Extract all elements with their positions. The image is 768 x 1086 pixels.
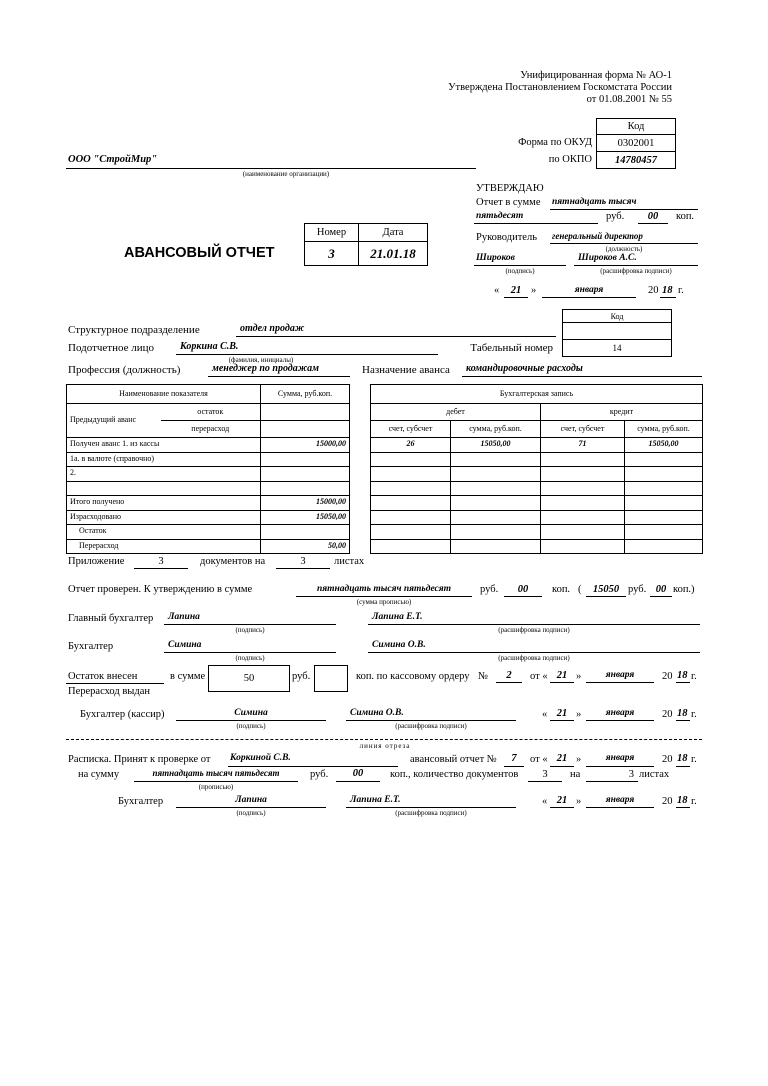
checked-kop2-value: 00: [655, 584, 667, 595]
tab-number-value: 14: [562, 339, 672, 357]
receipt-rub-label: руб.: [310, 769, 329, 780]
cash-month-underline: [586, 682, 654, 683]
receipt-accountant-decoding-caption: (расшифровка подписи): [395, 809, 467, 817]
approve-date-quote-close: »: [531, 285, 537, 296]
row-3-label: [67, 481, 261, 496]
receipt-year-suffix-2: г.: [691, 796, 697, 807]
cashier-month: января: [605, 708, 635, 718]
entry-cell: [625, 525, 703, 540]
head-signature-caption: (подпись): [505, 267, 535, 275]
entry-cell: [541, 525, 625, 540]
person-underline: [176, 354, 438, 355]
received-label: Получен аванс 1. из кассы: [67, 438, 261, 453]
chief-decoding-underline: [368, 624, 700, 625]
prev-remainder-value: [261, 404, 350, 421]
document-title: АВАНСОВЫЙ ОТЧЕТ: [124, 245, 275, 261]
approve-year-underline: [660, 297, 676, 298]
attachment-sheets: 3: [300, 556, 306, 567]
approve-month: января: [574, 285, 604, 295]
profession-value: менеджер по продажам: [212, 363, 320, 374]
approve-sum-underline-1: [550, 209, 698, 210]
accountant-decoding: Симина О.В.: [372, 640, 426, 650]
purpose-underline: [462, 376, 702, 377]
entry-cell: [451, 481, 541, 496]
receipt-report-label: авансовый отчет №: [410, 754, 497, 765]
checked-paren-open: (: [578, 584, 582, 595]
receipt-year-underline: [676, 766, 690, 767]
attachment-count: 3: [158, 556, 164, 567]
cashier-quote-open: «: [542, 709, 548, 720]
organization-caption: (наименование организации): [242, 170, 330, 178]
head-position-caption: (должность): [605, 245, 643, 253]
cash-rub-label: руб.: [292, 671, 311, 682]
advance-indicators-table: [66, 384, 350, 554]
head-position: генеральный директор: [552, 231, 643, 241]
approve-sum-words-2: пятьдесят: [476, 211, 524, 221]
checked-rub2-label: руб.: [628, 584, 647, 595]
receipt-month-underline: [586, 766, 654, 767]
credit-amount-header: сумма, руб.коп.: [625, 421, 703, 438]
receipt-day-2: 21: [556, 795, 568, 806]
approve-sum-words-1: пятнадцать тысяч: [552, 197, 637, 207]
head-position-underline: [550, 243, 698, 244]
spent-label: Израсходовано: [67, 510, 261, 525]
receipt-on-label: на: [570, 769, 581, 780]
approve-kop-value: 00: [647, 211, 659, 222]
debit-account-value: 26: [371, 438, 451, 453]
head-label: Руководитель: [476, 232, 537, 243]
receipt-kop-docs-label: коп., количество документов: [390, 769, 519, 780]
cashier-decoding: Симина О.В.: [350, 708, 404, 718]
col-sum-header: Сумма, руб.коп.: [261, 385, 350, 404]
doc-number-header: Номер: [304, 223, 359, 242]
cash-order-number-underline: [496, 682, 522, 683]
entry-cell: [371, 539, 451, 554]
receipt-day-2-underline: [550, 807, 574, 808]
tab-number-label: Табельный номер: [470, 342, 553, 354]
cash-year-underline: [676, 682, 690, 683]
chief-signature-caption: (подпись): [235, 626, 265, 634]
purpose-label: Назначение аванса: [362, 364, 450, 376]
accountant-signature-underline: [164, 652, 336, 653]
cut-line-label: линия отреза: [359, 742, 411, 750]
cash-month: января: [605, 670, 635, 680]
accountant-signature-caption: (подпись): [235, 654, 265, 662]
accountant-decoding-caption: (расшифровка подписи): [498, 654, 570, 662]
cashier-day: 21: [556, 708, 568, 719]
chief-label: Главный бухгалтер: [68, 613, 154, 624]
receipt-docs-underline: [528, 781, 562, 782]
approve-day: 21: [510, 285, 522, 296]
profession-label: Профессия (должность): [68, 364, 181, 376]
attachment-docs-label: документов на: [200, 556, 266, 567]
receipt-sum-underline: [134, 781, 298, 782]
receipt-sheets-underline: [586, 781, 638, 782]
doc-number-value: 3: [304, 241, 359, 266]
cashier-year-prefix: 20: [662, 709, 673, 720]
cash-order-number: 2: [506, 670, 512, 681]
receipt-label: Расписка. Принят к проверке от: [68, 754, 211, 765]
entry-cell: [625, 539, 703, 554]
receipt-from-underline: [228, 766, 398, 767]
receipt-kop-underline: [336, 781, 380, 782]
approve-day-underline: [504, 297, 528, 298]
currency-label: 1а. в валюте (справочно): [67, 452, 261, 467]
overrun-label: Перерасход: [67, 539, 261, 554]
chief-signature-underline: [164, 624, 336, 625]
chief-signature: Лапина: [168, 612, 200, 622]
cashier-day-underline: [550, 720, 574, 721]
checked-amount: 15050: [592, 584, 620, 595]
receipt-docs: 3: [542, 769, 548, 780]
entry-cell: [625, 510, 703, 525]
okud-label: Форма по ОКУД: [518, 137, 592, 148]
approve-title: УТВЕРЖДАЮ: [476, 183, 544, 194]
head-signature: Широков: [476, 253, 515, 263]
debit-amount-value: 15050,00: [451, 438, 541, 453]
receipt-year-2: 18: [677, 795, 688, 806]
chief-decoding: Лапина Е.Т.: [372, 612, 423, 622]
row-2-label: 2.: [67, 467, 261, 482]
approve-rub-label: руб.: [606, 211, 625, 222]
receipt-report-number: 7: [511, 753, 517, 764]
receipt-quote-open: «: [542, 796, 548, 807]
accountant-label: Бухгалтер: [68, 641, 114, 652]
receipt-year-suffix: г.: [691, 754, 697, 765]
cashier-signature-caption: (подпись): [236, 722, 266, 730]
approve-date-quote-open: «: [494, 285, 500, 296]
receipt-day: 21: [556, 753, 568, 764]
approve-month-underline: [542, 297, 636, 298]
receipt-year-prefix: 20: [662, 754, 673, 765]
head-signature-underline: [474, 265, 566, 266]
cashier-label: Бухгалтер (кассир): [80, 709, 165, 720]
total-received-label: Итого получено: [67, 496, 261, 511]
receipt-month-2-underline: [586, 807, 654, 808]
receipt-sum-label: на сумму: [78, 769, 120, 780]
prev-overspend-label: перерасход: [161, 421, 261, 438]
cashier-quote-close: »: [576, 709, 582, 720]
receipt-accountant-signature: Лапина: [235, 795, 267, 805]
receipt-from-label: от «: [530, 754, 548, 765]
checked-amount-underline: [586, 596, 626, 597]
checked-words: пятнадцать тысяч пятьдесят: [316, 584, 452, 594]
okud-value: 0302001: [596, 134, 676, 152]
receipt-accountant-signature-caption: (подпись): [236, 809, 266, 817]
cash-quote-close: »: [576, 671, 582, 682]
entry-cell: [541, 452, 625, 467]
receipt-accountant-decoding-underline: [346, 807, 516, 808]
entry-cell: [625, 481, 703, 496]
receipt-report-number-underline: [504, 766, 524, 767]
attachment-count-underline: [134, 568, 188, 569]
form-number-line: Унифицированная форма № АО-1: [520, 70, 672, 81]
credit-account-value: 71: [541, 438, 625, 453]
entry-cell: [541, 467, 625, 482]
entry-cell: [541, 510, 625, 525]
cash-year: 18: [677, 670, 688, 681]
debit-amount-header: сумма, руб.коп.: [451, 421, 541, 438]
report-sum-label: Отчет в сумме: [476, 197, 541, 208]
approve-sum-underline-2: [474, 223, 598, 224]
cash-kop-box: [314, 665, 348, 692]
checked-kop-label: коп.: [552, 584, 571, 595]
in-sum-label: в сумме: [170, 671, 206, 682]
checked-words-caption: (сумма прописью): [356, 598, 412, 606]
receipt-sum-words: пятнадцать тысяч пятьдесят: [152, 768, 280, 778]
head-decoding-caption: (расшифровка подписи): [600, 267, 672, 275]
received-value: 15000,00: [261, 438, 350, 453]
head-decoding-underline: [574, 265, 698, 266]
chief-decoding-caption: (расшифровка подписи): [498, 626, 570, 634]
attachment-sheets-underline: [276, 568, 330, 569]
overrun-value: 50,00: [261, 539, 350, 554]
receipt-year: 18: [677, 753, 688, 764]
dept-underline: [236, 336, 556, 337]
cashier-signature: Симина: [234, 708, 268, 718]
entry-cell: [451, 496, 541, 511]
cash-rub-box: 50: [208, 665, 290, 692]
prev-advance-label: Предыдущий аванс: [67, 404, 161, 438]
receipt-quote-close: »: [576, 754, 582, 765]
entry-cell: [541, 496, 625, 511]
remainder-deposited-label: Остаток внесен: [68, 671, 138, 682]
cash-day-underline: [550, 682, 574, 683]
row-2-value: [261, 467, 350, 482]
attachment-label: Приложение: [68, 556, 125, 567]
debit-header: дебет: [371, 404, 541, 421]
receipt-accountant-signature-underline: [176, 807, 326, 808]
receipt-month: января: [605, 753, 635, 763]
cash-num-sign: №: [478, 671, 489, 682]
prev-overspend-value: [261, 421, 350, 438]
code-header: Код: [596, 118, 676, 135]
person-caption: (фамилия, инициалы): [228, 356, 294, 364]
receipt-from: Коркиной С.В.: [230, 753, 291, 763]
col-name-header: Наименование показателя: [67, 385, 261, 404]
balance-label: Остаток: [67, 525, 261, 540]
prev-remainder-label: остаток: [161, 404, 261, 421]
doc-date-value: 21.01.18: [358, 241, 428, 266]
receipt-accountant-decoding: Лапина Е.Т.: [350, 795, 401, 805]
entry-cell: [451, 525, 541, 540]
balance-value: [261, 525, 350, 540]
approve-year-suffix: г.: [678, 285, 684, 296]
organization-underline: [66, 168, 476, 169]
accountant-signature: Симина: [168, 640, 202, 650]
entry-cell: [625, 452, 703, 467]
checked-rub-label: руб.: [480, 584, 499, 595]
overspend-issued-label: Перерасход выдан: [68, 686, 150, 697]
credit-amount-value: 15050,00: [625, 438, 703, 453]
dept-code-cell: [562, 322, 672, 340]
okpo-label: по ОКПО: [548, 154, 592, 165]
debit-account-header: счет, субсчет: [371, 421, 451, 438]
credit-account-header: счет, субсчет: [541, 421, 625, 438]
entry-cell: [451, 452, 541, 467]
dept-label: Структурное подразделение: [68, 324, 200, 336]
dept-value: отдел продаж: [240, 323, 305, 334]
cash-order-label: коп. по кассовому ордеру: [356, 671, 470, 682]
receipt-year-prefix-2: 20: [662, 796, 673, 807]
checked-label: Отчет проверен. К утверждению в сумме: [68, 584, 253, 595]
receipt-sum-caption: (прописью): [198, 783, 234, 791]
approve-year: 18: [662, 285, 673, 296]
head-decoding: Широков А.С.: [578, 253, 637, 263]
cashier-year-suffix: г.: [691, 709, 697, 720]
cashier-year-underline: [676, 720, 690, 721]
accountant-decoding-underline: [368, 652, 700, 653]
row-3-value: [261, 481, 350, 496]
checked-kop-underline: [504, 596, 542, 597]
doc-date-header: Дата: [358, 223, 428, 242]
receipt-sheets: 3: [628, 769, 634, 780]
entry-cell: [625, 467, 703, 482]
approved-line: Утверждена Постановлением Госкомстата России: [448, 82, 672, 93]
checked-words-underline: [296, 596, 472, 597]
accounting-entry-table: [370, 384, 703, 554]
entry-cell: [371, 496, 451, 511]
okpo-value: 14780457: [596, 151, 676, 169]
receipt-day-underline: [550, 766, 574, 767]
cashier-month-underline: [586, 720, 654, 721]
approved-date-line: от 01.08.2001 № 55: [586, 94, 672, 105]
entry-cell: [371, 467, 451, 482]
checked-kop2-label: коп.): [673, 584, 695, 595]
receipt-kop-value: 00: [352, 768, 364, 779]
cash-year-prefix: 20: [662, 671, 673, 682]
receipt-month-2: января: [605, 795, 635, 805]
person-label: Подотчетное лицо: [68, 342, 155, 354]
receipt-year-2-underline: [676, 807, 690, 808]
spent-value: 15050,00: [261, 510, 350, 525]
entry-cell: [451, 467, 541, 482]
profession-underline: [208, 376, 350, 377]
checked-kop2-underline: [650, 596, 672, 597]
cash-day: 21: [556, 670, 568, 681]
person-value: Коркина С.В.: [180, 341, 239, 352]
person-code-header: Код: [562, 309, 672, 323]
total-received-value: 15000,00: [261, 496, 350, 511]
receipt-accountant-label: Бухгалтер: [118, 796, 164, 807]
entry-cell: [625, 496, 703, 511]
cash-year-suffix: г.: [691, 671, 697, 682]
entry-cell: [541, 539, 625, 554]
remainder-deposited-underline: [66, 683, 164, 684]
entry-cell: [371, 452, 451, 467]
receipt-sheets-label: листах: [639, 769, 670, 780]
purpose-value: командировочные расходы: [466, 363, 583, 374]
entry-cell: [371, 510, 451, 525]
entry-cell: [541, 481, 625, 496]
entry-cell: [451, 510, 541, 525]
cashier-decoding-caption: (расшифровка подписи): [395, 722, 467, 730]
cashier-year: 18: [677, 708, 688, 719]
receipt-quote-close-2: »: [576, 796, 582, 807]
entry-cell: [451, 539, 541, 554]
organization-name: ООО "СтройМир": [68, 154, 158, 165]
accounting-entry-title: Бухгалтерская запись: [371, 385, 703, 404]
approve-year-prefix: 20: [648, 285, 659, 296]
cash-from-label: от «: [530, 671, 548, 682]
credit-header: кредит: [541, 404, 703, 421]
approve-kop-label: коп.: [676, 211, 695, 222]
currency-value: [261, 452, 350, 467]
cashier-decoding-underline: [346, 720, 516, 721]
cashier-signature-underline: [176, 720, 326, 721]
approve-kop-underline: [638, 223, 668, 224]
entry-cell: [371, 481, 451, 496]
entry-cell: [371, 525, 451, 540]
attachment-sheets-label: листах: [334, 556, 365, 567]
checked-kop-value: 00: [517, 584, 529, 595]
cut-line: [66, 739, 702, 740]
